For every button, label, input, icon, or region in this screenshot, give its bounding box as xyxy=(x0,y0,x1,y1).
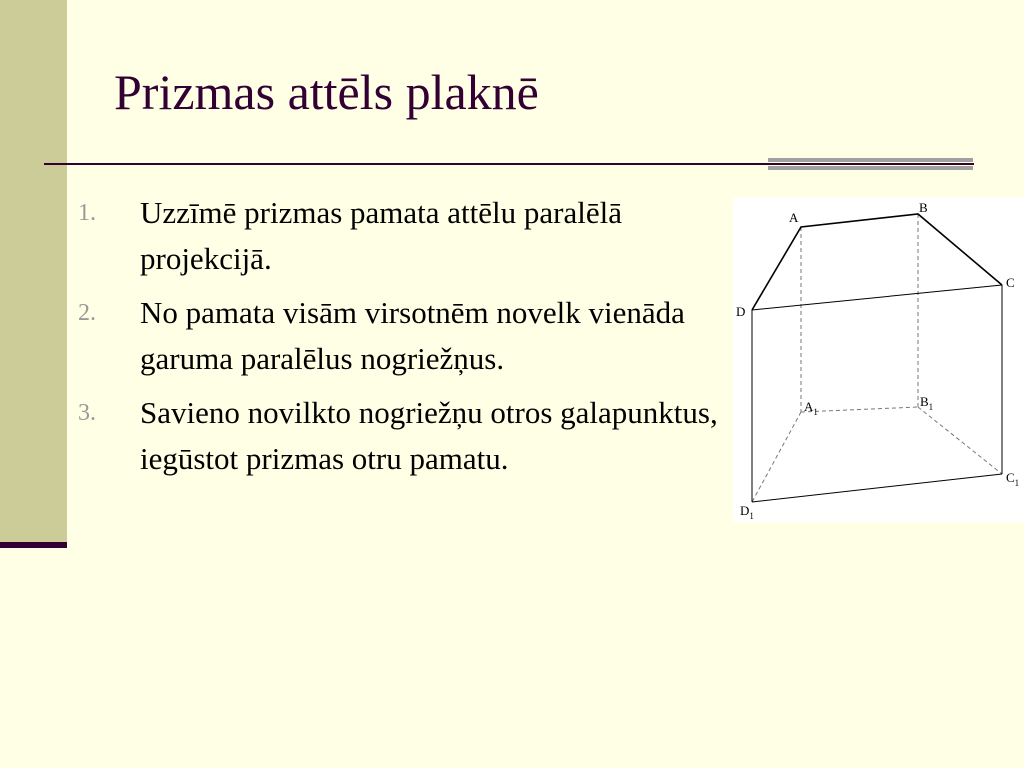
label-c: C xyxy=(1006,275,1015,290)
label-d: D xyxy=(736,304,746,319)
edge-d-c xyxy=(752,285,1002,310)
label-a: A xyxy=(789,210,799,225)
edge-a1-d1 xyxy=(752,412,801,502)
list-item xyxy=(78,190,738,282)
edge-a1-b1 xyxy=(801,407,918,412)
left-decor-band xyxy=(0,0,67,545)
edge-b1-c1 xyxy=(918,407,1002,474)
step-number: 3. xyxy=(78,400,96,426)
top-base-edges xyxy=(752,214,1002,310)
slide-title: Prizmas attēls plaknē xyxy=(114,64,539,120)
list-item xyxy=(78,290,738,382)
step-text: Savieno novilkto nogriežņu otros galapunktus, iegūstot prizmas otru pamatu. xyxy=(140,395,718,476)
prism-diagram xyxy=(733,197,1024,522)
steps-list xyxy=(78,190,738,490)
list-item xyxy=(78,390,738,482)
step-number: 1. xyxy=(78,200,96,226)
step-number: 2. xyxy=(78,300,96,326)
label-a1: $A_1$ xyxy=(804,399,818,417)
label-b: B xyxy=(919,200,928,215)
title-divider-accent xyxy=(768,158,973,178)
step-text: No pamata visām virsotnēm novelk vienāda garuma paralēlus nogriežņus. xyxy=(140,295,685,376)
prism-figure xyxy=(733,197,1024,522)
label-c1: $C_1$ xyxy=(1006,470,1020,488)
label-d1: $D_1$ xyxy=(740,503,754,521)
label-b1: $B_1$ xyxy=(920,394,934,412)
step-text: Uzzīmē prizmas pamata attēlu paralēlā projekcijā. xyxy=(140,195,622,276)
edge-d1-c1 xyxy=(752,474,1002,502)
left-decor-band-bottom xyxy=(0,542,67,548)
